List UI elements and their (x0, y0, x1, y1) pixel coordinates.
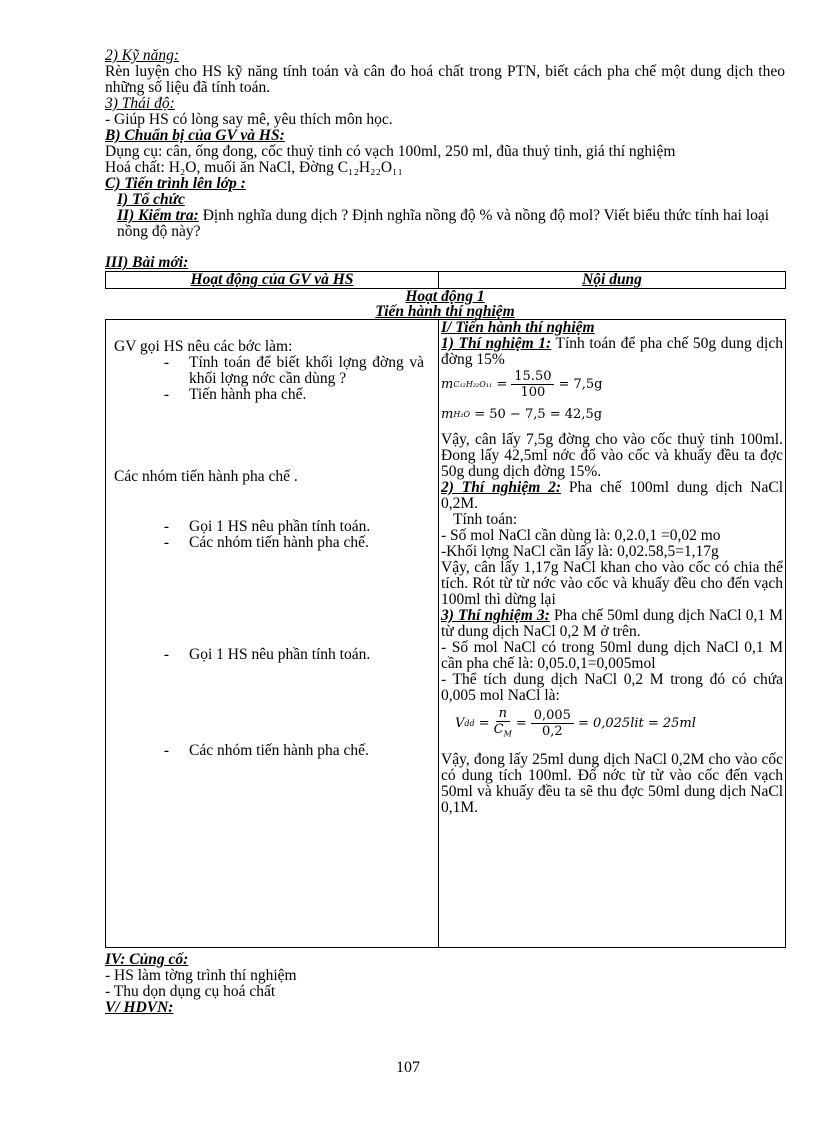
formula-sugar-mass: m C₁₂H₂₂O₁₁ = $\frac{15.50}{100}$ = 7,5g (441, 369, 603, 400)
left-step1: - Tính toán để biết khối lợng đờng và khối lợng nớc cần dùng ? (163, 354, 424, 387)
exp2-mol: - Số mol NaCl cần dùng là: 0,2.0,1 =0,02 mo (441, 527, 721, 544)
exp3-intro: 3) Thí nghiệm 3: Pha chế 50ml dung dịch NaCl 0,1 M từ dung dịch NaCl 0,2 M ở trên. (441, 607, 783, 640)
process-heading: C) Tiến trình lên lớp : (105, 175, 246, 192)
exp3-conclusion: Vậy, đong lấy 25ml dung dịch NaCl 0,2M cho vào cốc có dung tích 100ml. Đổ nớc từ từ vào cốc đến vạch 50ml và khuấy đều ta sẽ thu đợc 50ml dung dịch NaCl 0,1M. (441, 751, 783, 816)
org-heading: I) Tổ chức (117, 191, 185, 208)
table-body-row (106, 320, 786, 948)
exp1-conclusion: Vậy, cân lấy 7,5g đờng cho vào cốc thuỷ tinh 100ml. Đong lấy 42,5ml nớc đổ vào cốc và khuấy đều ta đợc 50g dung dịch đờng 15%. (441, 431, 783, 480)
activity-title: Hoạt động 1 (405, 288, 485, 305)
check-text: Định nghĩa dung dịch ? Định nghĩa nồng độ % và nồng độ mol? Viết biểu thức tính hai loại nồng độ này? (117, 207, 770, 240)
prep-tools: Dụng cụ: cân, ống đong, cốc thuỷ tinh có vạch 100ml, 250 ml, đũa thuỷ tinh, giá thí nghiệm (105, 143, 676, 160)
skills-text: Rèn luyện cho HS kỹ năng tính toán và cân đo hoá chất trong PTN, biết cách pha chế một dung dịch theo những số liệu đã tính toán. (105, 63, 785, 96)
consolidation-heading: IV: Củng cố: (105, 951, 189, 968)
exp1-intro: 1) Thí nghiệm 1: Tính toán để pha chế 50g dung dịch đờng 15% (441, 335, 783, 368)
left-groups1: Các nhóm tiến hành pha chế . (114, 468, 298, 485)
exp2-conclusion: Vậy, cân lấy 1,17g NaCl khan cho vào cốc có chia thể tích. Rót từ từ nớc vào cốc và khuấy đều cho đến vạch 100ml thì dừng lại (441, 559, 783, 608)
exp2-calc: Tính toán: (453, 511, 518, 528)
left-step2: - Tiến hành pha chế. (163, 386, 307, 403)
left-groups3: - Các nhóm tiến hành pha chế. (163, 742, 369, 759)
left-call2: - Gọi 1 HS nêu phần tính toán. (163, 646, 371, 663)
prep-chem: Hoá chất: H₂O, muối ăn NaCl, Đờng C₁₂H₂₂O₁₁ (105, 159, 403, 176)
attitude-heading: 3) Thái độ: (105, 95, 175, 112)
check-block (105, 208, 785, 240)
page-number: 107 (396, 1059, 420, 1076)
check-heading: II) Kiểm tra: (117, 207, 199, 224)
exp3-mol: - Số mol NaCl có trong 50ml dung dịch NaCl 0,1 M cần pha chế là: 0,05.0,1=0,005mol (441, 639, 783, 672)
formula-water-mass: m H₂O = 50 − 7,5 = 42,5g (441, 407, 603, 422)
lesson-body-table (105, 319, 786, 948)
left-column (106, 320, 439, 948)
exp2-intro: 2) Thí nghiệm 2: Pha chế 100ml dung dịch NaCl 0,2M. (441, 479, 784, 512)
right-section-title: I/ Tiến hành thí nghiệm (441, 319, 595, 336)
right-column (439, 320, 786, 948)
left-groups2: - Các nhóm tiến hành pha chế. (163, 534, 369, 551)
document-page (105, 48, 785, 1016)
formula-volume: V dd = $\frac{n}{C_M}$ = $\frac{0,005}{0,2}$ = 0,025lit = 25ml (455, 705, 696, 739)
consolidation-1: - HS làm tờng trình thí nghiệm (105, 967, 297, 984)
col2-header: Nội dung (439, 272, 786, 289)
attitude-text: - Giúp HS có lòng say mê, yêu thích môn học. (105, 111, 393, 128)
lesson-table (105, 271, 786, 289)
left-call1: - Gọi 1 HS nêu phần tính toán. (163, 518, 371, 535)
prep-heading: B) Chuẩn bị của GV và HS: (105, 127, 285, 144)
consolidation-2: - Thu dọn dụng cụ hoá chất (105, 983, 276, 1000)
exp3-vol: - Thể tích dung dịch NaCl 0,2 M trong đó có chứa 0,005 mol NaCl là: (441, 671, 783, 704)
exp2-mass: -Khối lợng NaCl cần lấy là: 0,02.58,5=1,17g (441, 543, 719, 560)
skills-heading: 2) Kỹ năng: (105, 47, 180, 64)
left-intro: GV gọi HS nêu các bớc làm: (114, 338, 293, 355)
newlesson-heading: III) Bài mới: (105, 254, 189, 271)
activity-subtitle: Tiến hành thí nghiệm (375, 303, 515, 320)
homework-heading: V/ HDVN: (105, 999, 174, 1016)
table-header-row (106, 272, 786, 289)
col1-header: Hoạt động của GV và HS (106, 272, 439, 289)
